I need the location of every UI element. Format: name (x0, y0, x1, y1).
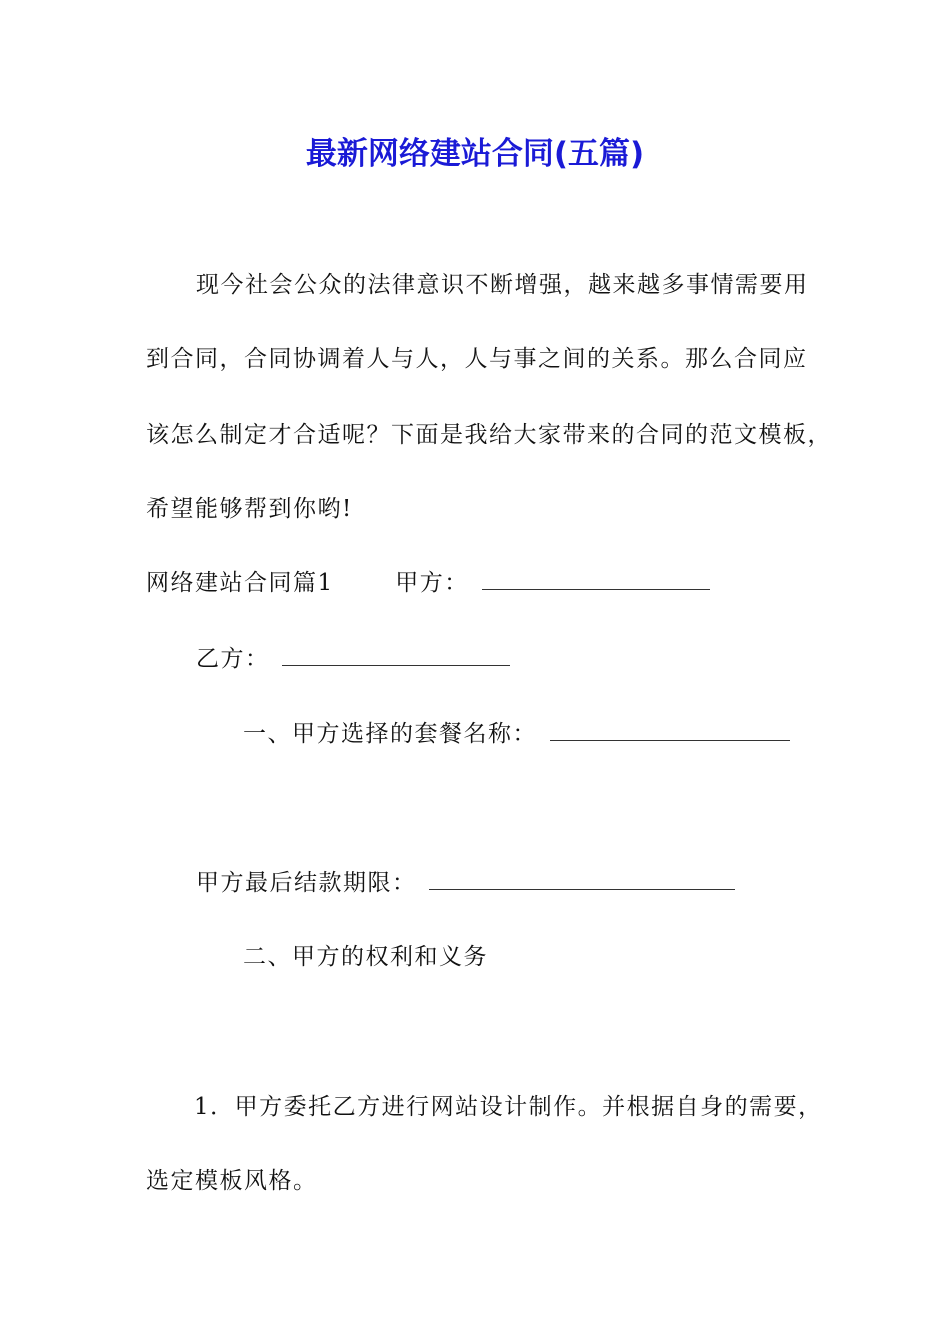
party-b-blank[interactable] (282, 643, 510, 666)
page-title: 最新网络建站合同(五篇) (305, 136, 645, 172)
package-name-row (243, 717, 790, 751)
payment-deadline-blank[interactable] (429, 867, 735, 890)
contract-heading-row (146, 566, 710, 600)
intro-line-3: 该怎么制定才合适呢？下面是我给大家带来的合同的范文模板， (146, 422, 832, 448)
intro-line-4: 希望能够帮到你哟! (146, 496, 353, 522)
payment-deadline-label: 甲方最后结款期限： (196, 870, 417, 896)
section-2-heading: 二、甲方的权利和义务 (243, 944, 488, 970)
contract-heading: 网络建站合同篇1 (146, 570, 334, 596)
intro-line-2: 到合同，合同协调着人与人，人与事之间的关系。那么合同应 (146, 346, 808, 372)
section-1-label: 一、甲方选择的套餐名称： (243, 721, 537, 747)
party-b-label: 乙方： (196, 646, 270, 672)
package-name-blank[interactable] (550, 718, 790, 741)
item-1-line-1: 1．甲方委托乙方进行网站设计制作。并根据自身的需要， (194, 1094, 823, 1120)
intro-line-1: 现今社会公众的法律意识不断增强，越来越多事情需要用 (196, 272, 809, 298)
item-1-line-2: 选定模板风格。 (146, 1168, 318, 1194)
party-a-label: 甲方： (395, 570, 469, 596)
party-b-row (196, 642, 510, 676)
payment-deadline-row (196, 866, 735, 900)
party-a-blank[interactable] (482, 567, 710, 590)
